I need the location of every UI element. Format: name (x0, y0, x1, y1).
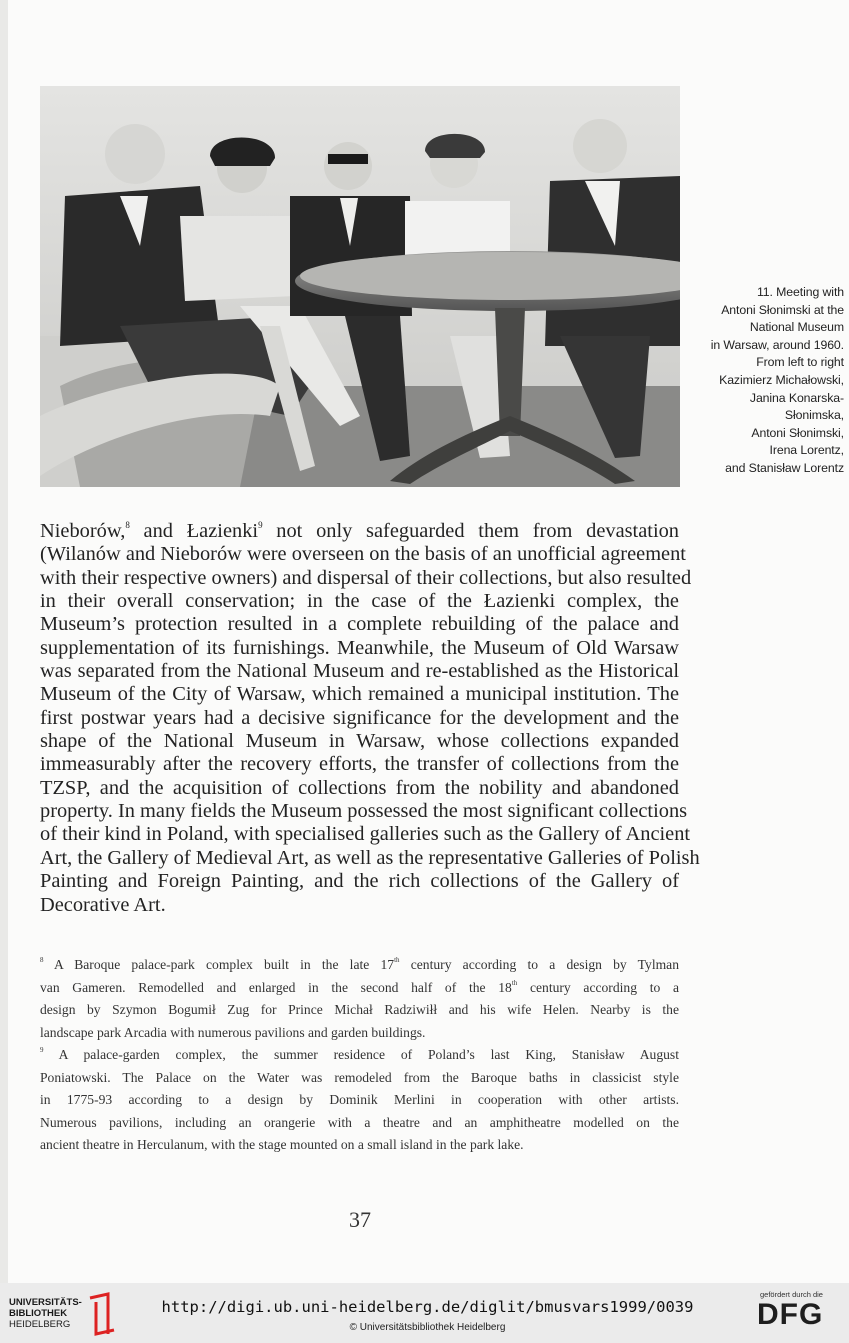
caption-line: Kazimierz Michałowski, (719, 372, 844, 387)
body-text-run: Nieborów, (40, 520, 126, 542)
footnote-9-marker: 9 (40, 1046, 44, 1055)
body-line: with their respective owners) and dispersal of their collections, but also resulted (40, 566, 692, 589)
caption-line: Antoni Słonimski, (751, 425, 844, 440)
footnote-text-run: A Baroque palace-park complex built in the late 17 (43, 957, 395, 972)
footnote-8-marker: 8 (40, 956, 44, 964)
body-line: Museum’s protection resulted in a complete rebuilding of the palace and (40, 613, 679, 636)
body-text (40, 520, 700, 917)
caption-line: Irena Lorentz, (769, 443, 844, 458)
caption-line: in Warsaw, around 1960. (710, 337, 844, 352)
permalink-url[interactable]: http://digi.ub.uni-heidelberg.de/diglit/bmusvars1999/0039 (161, 1298, 694, 1316)
page-edge (0, 0, 8, 1283)
footnote-text-run: century according to a (517, 979, 679, 995)
body-line: Museum of the City of Warsaw, which remained a municipal institution. The (40, 683, 679, 706)
body-line (40, 520, 679, 543)
footnote-9-line (40, 1044, 679, 1067)
footnote-9-line: Poniatowski. The Palace on the Water was remodeled from the Baroque baths in classicist style (40, 1069, 679, 1085)
caption-line: From left to right (756, 355, 844, 370)
footnote-text-run: century according to a design by Tylman (399, 957, 679, 972)
body-text-run: not only safeguarded them from devastation (262, 520, 679, 542)
body-line: immeasurably after the recovery efforts, the transfer of collections from the (40, 753, 679, 776)
page-number: 37 (349, 1207, 371, 1232)
library-name-line: UNIVERSITÄTS- (9, 1297, 82, 1308)
body-line: TZSP, and the acquisition of collections from the nobility and abandoned (40, 776, 679, 799)
caption-line: and Stanisław Lorentz (725, 460, 844, 475)
footnote-9-line: in 1775-93 according to a design by Dominik Merlini in cooperation with other artists. (40, 1092, 679, 1108)
footnote-9-line: ancient theatre in Herculanum, with the stage mounted on a small island in the park lake. (40, 1137, 524, 1153)
caption-line: Janina Konarska- (749, 390, 844, 405)
footnotes (40, 954, 679, 1157)
footnote-8-line (40, 977, 679, 1000)
body-line: supplementation of its furnishings. Meanwhile, the Museum of Old Warsaw (40, 636, 679, 659)
footnote-text-run: van Gameren. Remodelled and enlarged in the second half of the 18 (40, 979, 512, 995)
footnote-ref-8[interactable]: 8 (125, 520, 130, 530)
footnote-ref-9[interactable]: 9 (258, 520, 263, 530)
library-name-line: HEIDELBERG (9, 1319, 71, 1330)
ordinal-suffix: th (511, 978, 518, 987)
footnote-8-line: landscape park Arcadia with numerous pavilions and garden buildings. (40, 1024, 426, 1040)
caption-line: National Museum (749, 320, 844, 335)
footnote-8-line (40, 954, 679, 977)
copyright-notice: © Universitätsbibliothek Heidelberg (349, 1322, 506, 1333)
body-line: was separated from the National Museum and re-established as the Historical (40, 660, 679, 683)
body-line: shape of the National Museum in Warsaw, whose collections expanded (40, 730, 679, 753)
funded-by-label: gefördert durch die (760, 1290, 823, 1299)
footnote-8-line: design by Szymon Bogumił Zug for Prince Michał Radziwiłł and his wife Helen. Nearby is the (40, 1002, 679, 1018)
body-line: property. In many fields the Museum possessed the most significant collections (40, 800, 688, 823)
photo-illustration (40, 86, 680, 487)
footnote-text-run: A palace-garden complex, the summer residence of Poland’s last King, Stanisław August (43, 1047, 679, 1063)
body-text-run: and Łazienki (129, 520, 259, 542)
footnote-9-line: Numerous pavilions, including an orangerie with a theatre and an amphitheatre modelled on the (40, 1114, 679, 1130)
figure-caption (688, 284, 844, 478)
dfg-logo[interactable]: DFG (757, 1298, 824, 1331)
caption-line: Słonimska, (784, 408, 844, 423)
ordinal-suffix: th (394, 956, 400, 964)
photograph (40, 86, 680, 487)
caption-line: Antoni Słonimski at the (721, 302, 844, 317)
library-name-line: BIBLIOTHEK (9, 1308, 68, 1319)
body-line: Decorative Art. (40, 893, 166, 916)
body-line: Painting and Foreign Painting, and the rich collections of the Gallery of (40, 870, 679, 893)
body-line: in their overall conservation; in the case of the Łazienki complex, the (40, 590, 679, 613)
caption-line: 11. Meeting with (756, 285, 844, 299)
body-line: Art, the Gallery of Medieval Art, as well as the representative Galleries of Polish (40, 846, 700, 869)
body-line: of their kind in Poland, with specialised galleries such as the Gallery of Ancient (40, 823, 691, 846)
body-line: first postwar years had a decisive significance for the development and the (40, 706, 679, 729)
body-line: (Wilanów and Nieborów were overseen on the basis of an unofficial agreement (40, 543, 686, 566)
